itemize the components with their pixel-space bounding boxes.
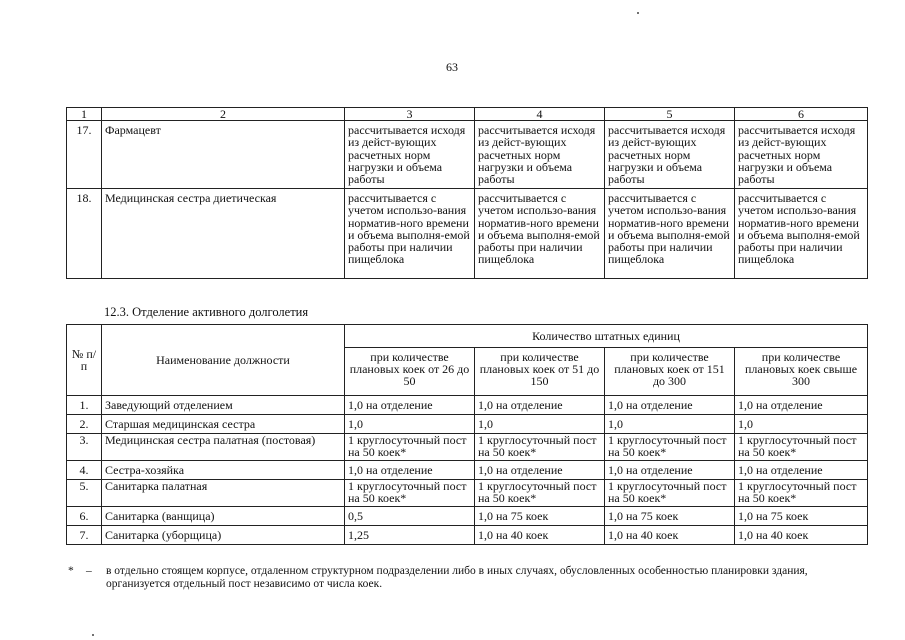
column-number: 3 [345, 108, 475, 121]
number-column-header: № п/п [67, 325, 102, 396]
table-row [67, 189, 868, 279]
position-name: Медицинская сестра диетическая [102, 189, 345, 279]
footnote [66, 565, 866, 591]
staff-cell: 1,0 на отделение [735, 396, 868, 415]
row-number: 1. [67, 396, 102, 415]
staff-cell: рассчитывается исходя из дейст-вующих расчетных норм нагрузки и объема работы [735, 121, 868, 189]
staff-cell: 1,0 на отделение [605, 461, 735, 480]
staff-cell: 1,0 на 40 коек [475, 526, 605, 545]
column-number: 1 [67, 108, 102, 121]
table-row [67, 480, 868, 507]
footnote-marker: * [68, 565, 74, 577]
position-name: Санитарка (уборщица) [102, 526, 345, 545]
page-number: 63 [446, 60, 458, 74]
staff-cell: 1,0 [735, 415, 868, 434]
column-number: 5 [605, 108, 735, 121]
staff-cell: 1 круглосуточный пост на 50 коек* [735, 434, 868, 461]
table-row [67, 121, 868, 189]
position-column-header: Наименование должности [102, 325, 345, 396]
position-name: Заведующий отделением [102, 396, 345, 415]
row-number: 3. [67, 434, 102, 461]
footnote-text: в отдельно стоящем корпусе, отдаленном структурном подразделении либо в иных случаях, обусловленных особенностью планировки здания, организуется отдельный пост независимо от числа коек. [106, 565, 808, 590]
staff-cell: 1 круглосуточный пост на 50 коек* [735, 480, 868, 507]
scan-speck [92, 634, 94, 636]
staff-cell: 1,0 на 75 коек [735, 507, 868, 526]
column-number: 6 [735, 108, 868, 121]
footnote-dash: – [86, 565, 92, 577]
table-row [67, 461, 868, 480]
staff-cell: 1,0 [605, 415, 735, 434]
row-number: 18. [67, 189, 102, 279]
bed-range-header: при количестве плановых коек свыше 300 [735, 348, 868, 396]
row-number: 4. [67, 461, 102, 480]
bed-range-header: при количестве плановых коек от 151 до 300 [605, 348, 735, 396]
staff-cell: рассчитывается с учетом использо-вания норматив-ного времени и объема выполня-емой работы при наличии пищеблока [345, 189, 475, 279]
staff-cell: 1,0 на отделение [345, 461, 475, 480]
column-number-row [67, 108, 868, 121]
position-name: Санитарка (ванщица) [102, 507, 345, 526]
header-row [67, 325, 868, 348]
table-row [67, 396, 868, 415]
table-row [67, 434, 868, 461]
staff-cell: рассчитывается исходя из дейст-вующих расчетных норм нагрузки и объема работы [605, 121, 735, 189]
staff-cell: 0,5 [345, 507, 475, 526]
staff-cell: 1 круглосуточный пост на 50 коек* [475, 480, 605, 507]
column-number: 4 [475, 108, 605, 121]
position-name: Сестра-хозяйка [102, 461, 345, 480]
row-number: 5. [67, 480, 102, 507]
row-number: 6. [67, 507, 102, 526]
bed-range-header: при количестве плановых коек от 51 до 150 [475, 348, 605, 396]
row-number: 17. [67, 121, 102, 189]
staff-count-group-header: Количество штатных единиц [345, 325, 868, 348]
staff-cell: рассчитывается исходя из дейст-вующих расчетных норм нагрузки и объема работы [475, 121, 605, 189]
staff-cell: рассчитывается с учетом использо-вания норматив-ного времени и объема выполня-емой работы при наличии пищеблока [605, 189, 735, 279]
table-row [67, 415, 868, 434]
staff-cell: 1,0 на 40 коек [735, 526, 868, 545]
column-number: 2 [102, 108, 345, 121]
staff-cell: 1,0 [475, 415, 605, 434]
staff-cell: рассчитывается с учетом использо-вания норматив-ного времени и объема выполня-емой работы при наличии пищеблока [735, 189, 868, 279]
staff-cell: 1,0 на отделение [475, 396, 605, 415]
staff-cell: 1 круглосуточный пост на 50 коек* [345, 480, 475, 507]
scan-speck [637, 12, 639, 14]
staff-cell: 1,0 на 75 коек [475, 507, 605, 526]
staff-cell: 1 круглосуточный пост на 50 коек* [345, 434, 475, 461]
position-name: Фармацевт [102, 121, 345, 189]
row-number: 7. [67, 526, 102, 545]
staffing-table-continued [66, 107, 868, 279]
table-row [67, 507, 868, 526]
staff-cell: 1 круглосуточный пост на 50 коек* [475, 434, 605, 461]
staff-cell: 1,0 на 75 коек [605, 507, 735, 526]
position-name: Медицинская сестра палатная (постовая) [102, 434, 345, 461]
section-title: 12.3. Отделение активного долголетия [104, 305, 309, 319]
row-number: 2. [67, 415, 102, 434]
active-longevity-staffing-table [66, 324, 868, 545]
staff-cell: рассчитывается исходя из дейст-вующих расчетных норм нагрузки и объема работы [345, 121, 475, 189]
staff-cell: 1,0 [345, 415, 475, 434]
bed-range-header: при количестве плановых коек от 26 до 50 [345, 348, 475, 396]
position-name: Санитарка палатная [102, 480, 345, 507]
staff-cell: 1,25 [345, 526, 475, 545]
staff-cell: рассчитывается с учетом использо-вания норматив-ного времени и объема выполня-емой работы при наличии пищеблока [475, 189, 605, 279]
position-name: Старшая медицинская сестра [102, 415, 345, 434]
staff-cell: 1,0 на отделение [605, 396, 735, 415]
staff-cell: 1,0 на отделение [345, 396, 475, 415]
staff-cell: 1,0 на отделение [735, 461, 868, 480]
staff-cell: 1,0 на 40 коек [605, 526, 735, 545]
staff-cell: 1,0 на отделение [475, 461, 605, 480]
table-row [67, 526, 868, 545]
staff-cell: 1 круглосуточный пост на 50 коек* [605, 434, 735, 461]
staff-cell: 1 круглосуточный пост на 50 коек* [605, 480, 735, 507]
